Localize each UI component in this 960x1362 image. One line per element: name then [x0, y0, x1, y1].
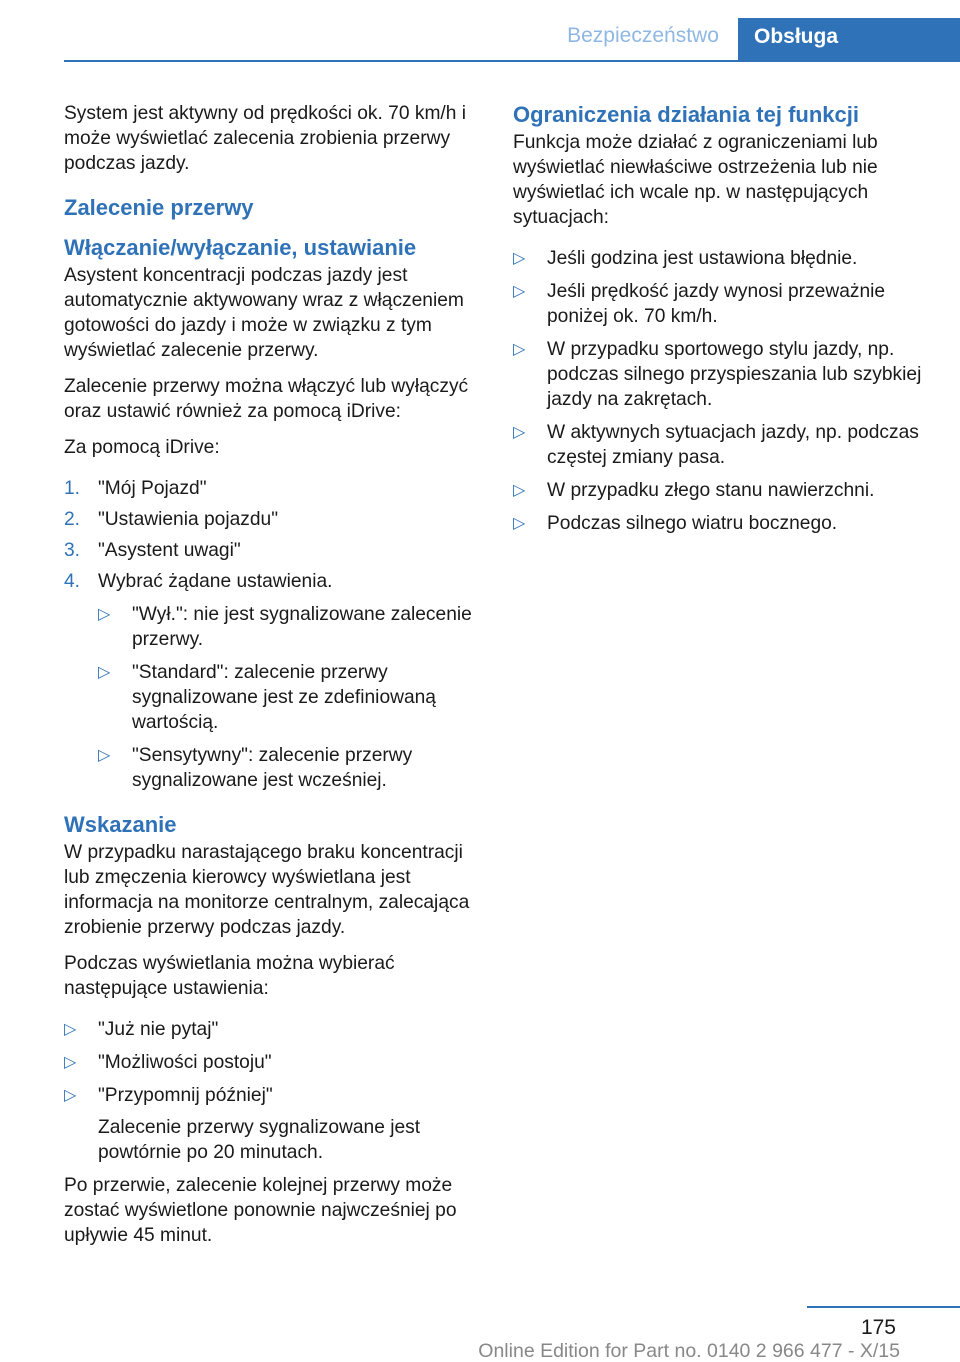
list-item: [513, 279, 927, 329]
display-options-list: [64, 1017, 482, 1165]
page-header: [0, 0, 960, 62]
sensitivity-options-list: [98, 602, 482, 793]
step-text: "Asystent uwagi": [98, 540, 241, 561]
option-text: "Wył.": nie jest sygnalizowane zalecenie przerwy.: [132, 604, 472, 650]
steps-list: [64, 476, 482, 793]
step-number: 3.: [64, 540, 81, 561]
triangle-bullet-icon: ▷: [98, 606, 111, 623]
list-item: [98, 660, 482, 735]
step-item: [64, 476, 482, 501]
triangle-bullet-icon: ▷: [98, 747, 111, 764]
edition-watermark: Online Edition for Part no. 0140 2 966 477 - X/15: [478, 1340, 900, 1362]
heading-function-limits: Ograniczenia działania tej funkcji: [513, 102, 859, 127]
header-divider: [64, 60, 960, 62]
page-number: 175: [860, 1316, 896, 1339]
left-column: [64, 101, 482, 1259]
remind-later-note: Zalecenie przerwy sygnalizowane jest powtórnie po 20 minutach.: [98, 1117, 421, 1163]
paragraph-after-break: Po przerwie, zalecenie kolejnej przerwy może zostać wyświetlone ponownie najwcześniej po upływie 45 minut.: [64, 1175, 457, 1246]
triangle-bullet-icon: ▷: [64, 1021, 77, 1038]
triangle-bullet-icon: ▷: [513, 341, 526, 358]
paragraph-via-idrive: Za pomocą iDrive:: [64, 437, 220, 458]
step-text: Wybrać żądane ustawienia.: [98, 571, 333, 592]
list-item: [98, 743, 482, 793]
right-column: [513, 101, 927, 544]
heading-display: Wskazanie: [64, 812, 177, 837]
option-text: "Sensytywny": zalecenie przerwy sygnalizowane jest wcześniej.: [132, 745, 413, 791]
list-item: [64, 1017, 482, 1042]
list-item: [513, 420, 927, 470]
limit-text: W przypadku złego stanu nawierzchni.: [547, 480, 875, 501]
step-item: [64, 569, 482, 793]
paragraph-idrive-settings: Zalecenie przerwy można włączyć lub wyłączyć oraz ustawić również za pomocą iDrive:: [64, 376, 469, 422]
heading-break-recommendation: Zalecenie przerwy: [64, 195, 254, 220]
list-item: [513, 511, 927, 536]
paragraph-display-options: Podczas wyświetlania można wybierać następujące ustawienia:: [64, 953, 395, 999]
step-number: 4.: [64, 571, 81, 592]
list-item: [513, 246, 927, 271]
triangle-bullet-icon: ▷: [513, 424, 526, 441]
limit-text: W przypadku sportowego stylu jazdy, np. podczas silnego przyspieszania lub szybkiej jazdy na zakrętach.: [547, 339, 922, 410]
footer-divider: [807, 1306, 960, 1308]
triangle-bullet-icon: ▷: [513, 515, 526, 532]
step-text: "Ustawienia pojazdu": [98, 509, 279, 530]
triangle-bullet-icon: ▷: [64, 1054, 77, 1071]
triangle-bullet-icon: ▷: [513, 283, 526, 300]
limits-list: [513, 246, 927, 536]
option-text: "Już nie pytaj": [98, 1019, 219, 1040]
list-item: [513, 337, 927, 412]
limit-text: Jeśli godzina jest ustawiona błędnie.: [547, 248, 858, 269]
option-text: "Standard": zalecenie przerwy sygnalizowane jest ze zdefiniowaną wartością.: [132, 662, 436, 733]
intro-paragraph: System jest aktywny od prędkości ok. 70 km/h i może wyświetlać zalecenia zrobienia przerwy podczas jazdy.: [64, 103, 467, 174]
triangle-bullet-icon: ▷: [64, 1087, 77, 1104]
triangle-bullet-icon: ▷: [98, 664, 111, 681]
option-text: "Przypomnij później": [98, 1085, 273, 1106]
step-text: "Mój Pojazd": [98, 478, 207, 499]
heading-switch-on-off: Włączanie/wyłączanie, ustawianie: [64, 235, 417, 260]
paragraph-display-info: W przypadku narastającego braku koncentracji lub zmęczenia kierowcy wyświetlana jest informacja na monitorze centralnym, zalecająca zrobienie przerwy podczas jazdy.: [64, 842, 470, 938]
list-item: [513, 478, 927, 503]
step-number: 2.: [64, 509, 81, 530]
limit-text: W aktywnych sytuacjach jazdy, np. podczas częstej zmiany pasa.: [547, 422, 919, 468]
chapter-tab[interactable]: Obsługa: [738, 18, 960, 60]
paragraph-auto-activation: Asystent koncentracji podczas jazdy jest automatycznie aktywowany wraz z włączeniem gotowości do jazdy i może w związku z tym wyświetlać zalecenie przerwy.: [64, 265, 464, 361]
triangle-bullet-icon: ▷: [513, 250, 526, 267]
section-tab[interactable]: Bezpieczeństwo: [567, 24, 719, 47]
list-item: [98, 602, 482, 652]
paragraph-limits-intro: Funkcja może działać z ograniczeniami lub wyświetlać niewłaściwe ostrzeżenia lub nie wyświetlać ich wcale np. w następujących sytuacjach:: [513, 132, 878, 228]
step-item: [64, 507, 482, 532]
option-text: "Możliwości postoju": [98, 1052, 272, 1073]
list-item: [64, 1050, 482, 1075]
limit-text: Jeśli prędkość jazdy wynosi przeważnie poniżej ok. 70 km/h.: [547, 281, 886, 327]
limit-text: Podczas silnego wiatru bocznego.: [547, 513, 838, 534]
step-item: [64, 538, 482, 563]
triangle-bullet-icon: ▷: [513, 482, 526, 499]
list-item: [64, 1083, 482, 1165]
step-number: 1.: [64, 478, 81, 499]
